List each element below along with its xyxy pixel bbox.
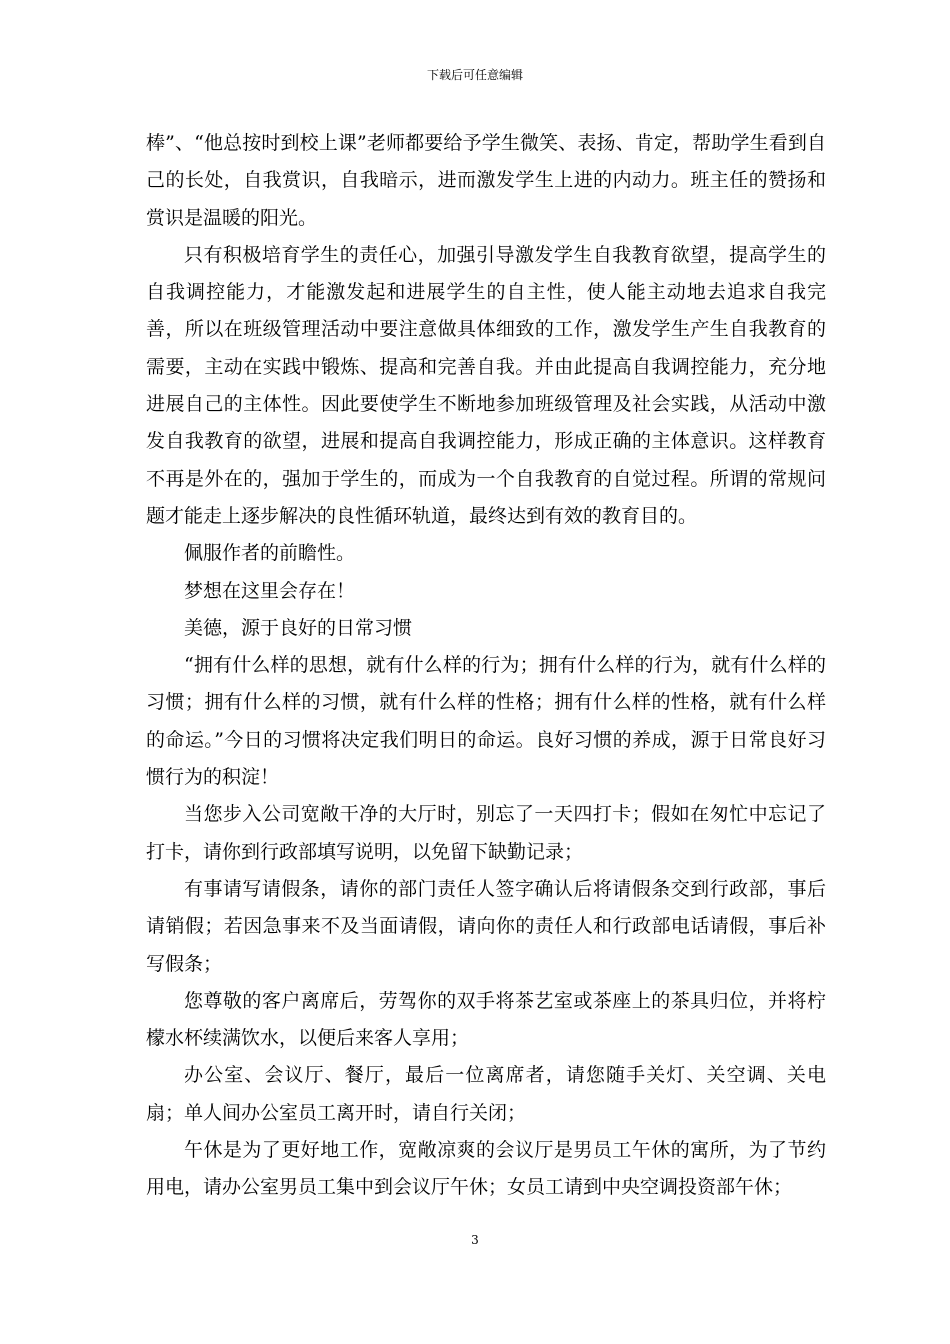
paragraph: 您尊敬的客户离席后，劳驾你的双手将茶艺室或茶座上的茶具归位，并将柠檬水杯续满饮水，以便后来客人享用； <box>146 989 826 1050</box>
paragraph: 有事请写请假条，请你的部门责任人签字确认后将请假条交到行政部，事后请销假；若因急事来不及当面请假，请向你的责任人和行政部电话请假，事后补写假条； <box>146 877 826 975</box>
page-header: 下载后可任意编辑 <box>426 68 523 82</box>
paragraph: 梦想在这里会存在！ <box>184 579 356 602</box>
paragraph: 当您步入公司宽敞干净的大厅时，别忘了一天四打卡；假如在匆忙中忘记了打卡，请你到行政部填写说明，以免留下缺勤记录； <box>146 803 826 863</box>
paragraph: 只有积极培育学生的责任心，加强引导激发学生自我教育欲望，提高学生的自我调控能力，才能激发起和进展学生的自主性，使人能主动地去追求自我完善，所以在班级管理活动中要注意做具体细致的工作，激发学生产生自我教育的需要，主动在实践中锻炼、提高和完善自我。并由此提高自我调控能力，充分地进展自己的主体性。因此要使学生不断地参加班级管理及社会实践，从活动中激发自我教育的欲望，进展和提高自我调控能力，形成正确的主体意识。这样教育不再是外在的，强加于学生的，而成为一个自我教育的自觉过程。所谓的常规问题才能走上逐步解决的良性循环轨道，最终达到有效的教育目的。 <box>146 243 826 527</box>
paragraph: “拥有什么样的思想，就有什么样的行为；拥有什么样的行为，就有什么样的习惯；拥有什么样的习惯，就有什么样的性格；拥有什么样的性格，就有什么样的命运。”今日的习惯将决定我们明日的命运。良好习惯的养成，源于日常良好习惯行为的积淀！ <box>146 654 826 789</box>
paragraph: 午休是为了更好地工作，宽敞凉爽的会议厅是男员工午休的寓所，为了节约用电，请办公室男员工集中到会议厅午休；女员工请到中央空调投资部午休； <box>146 1139 826 1199</box>
page-number: 3 <box>471 1233 479 1247</box>
paragraph: 办公室、会议厅、餐厅，最后一位离席者，请您随手关灯、关空调、关电扇；单人间办公室员工离开时，请自行关闭； <box>146 1064 826 1124</box>
paragraph: 佩服作者的前瞻性。 <box>184 542 356 565</box>
paragraph: 棒”、“他总按时到校上课”老师都要给予学生微笑、表扬、肯定，帮助学生看到自己的长处，自我赏识，自我暗示，进而激发学生上进的内动力。班主任的赞扬和赏识是温暖的阳光。 <box>146 132 826 229</box>
paragraph: 美德，源于良好的日常习惯 <box>184 616 413 639</box>
document-body <box>146 125 826 1207</box>
